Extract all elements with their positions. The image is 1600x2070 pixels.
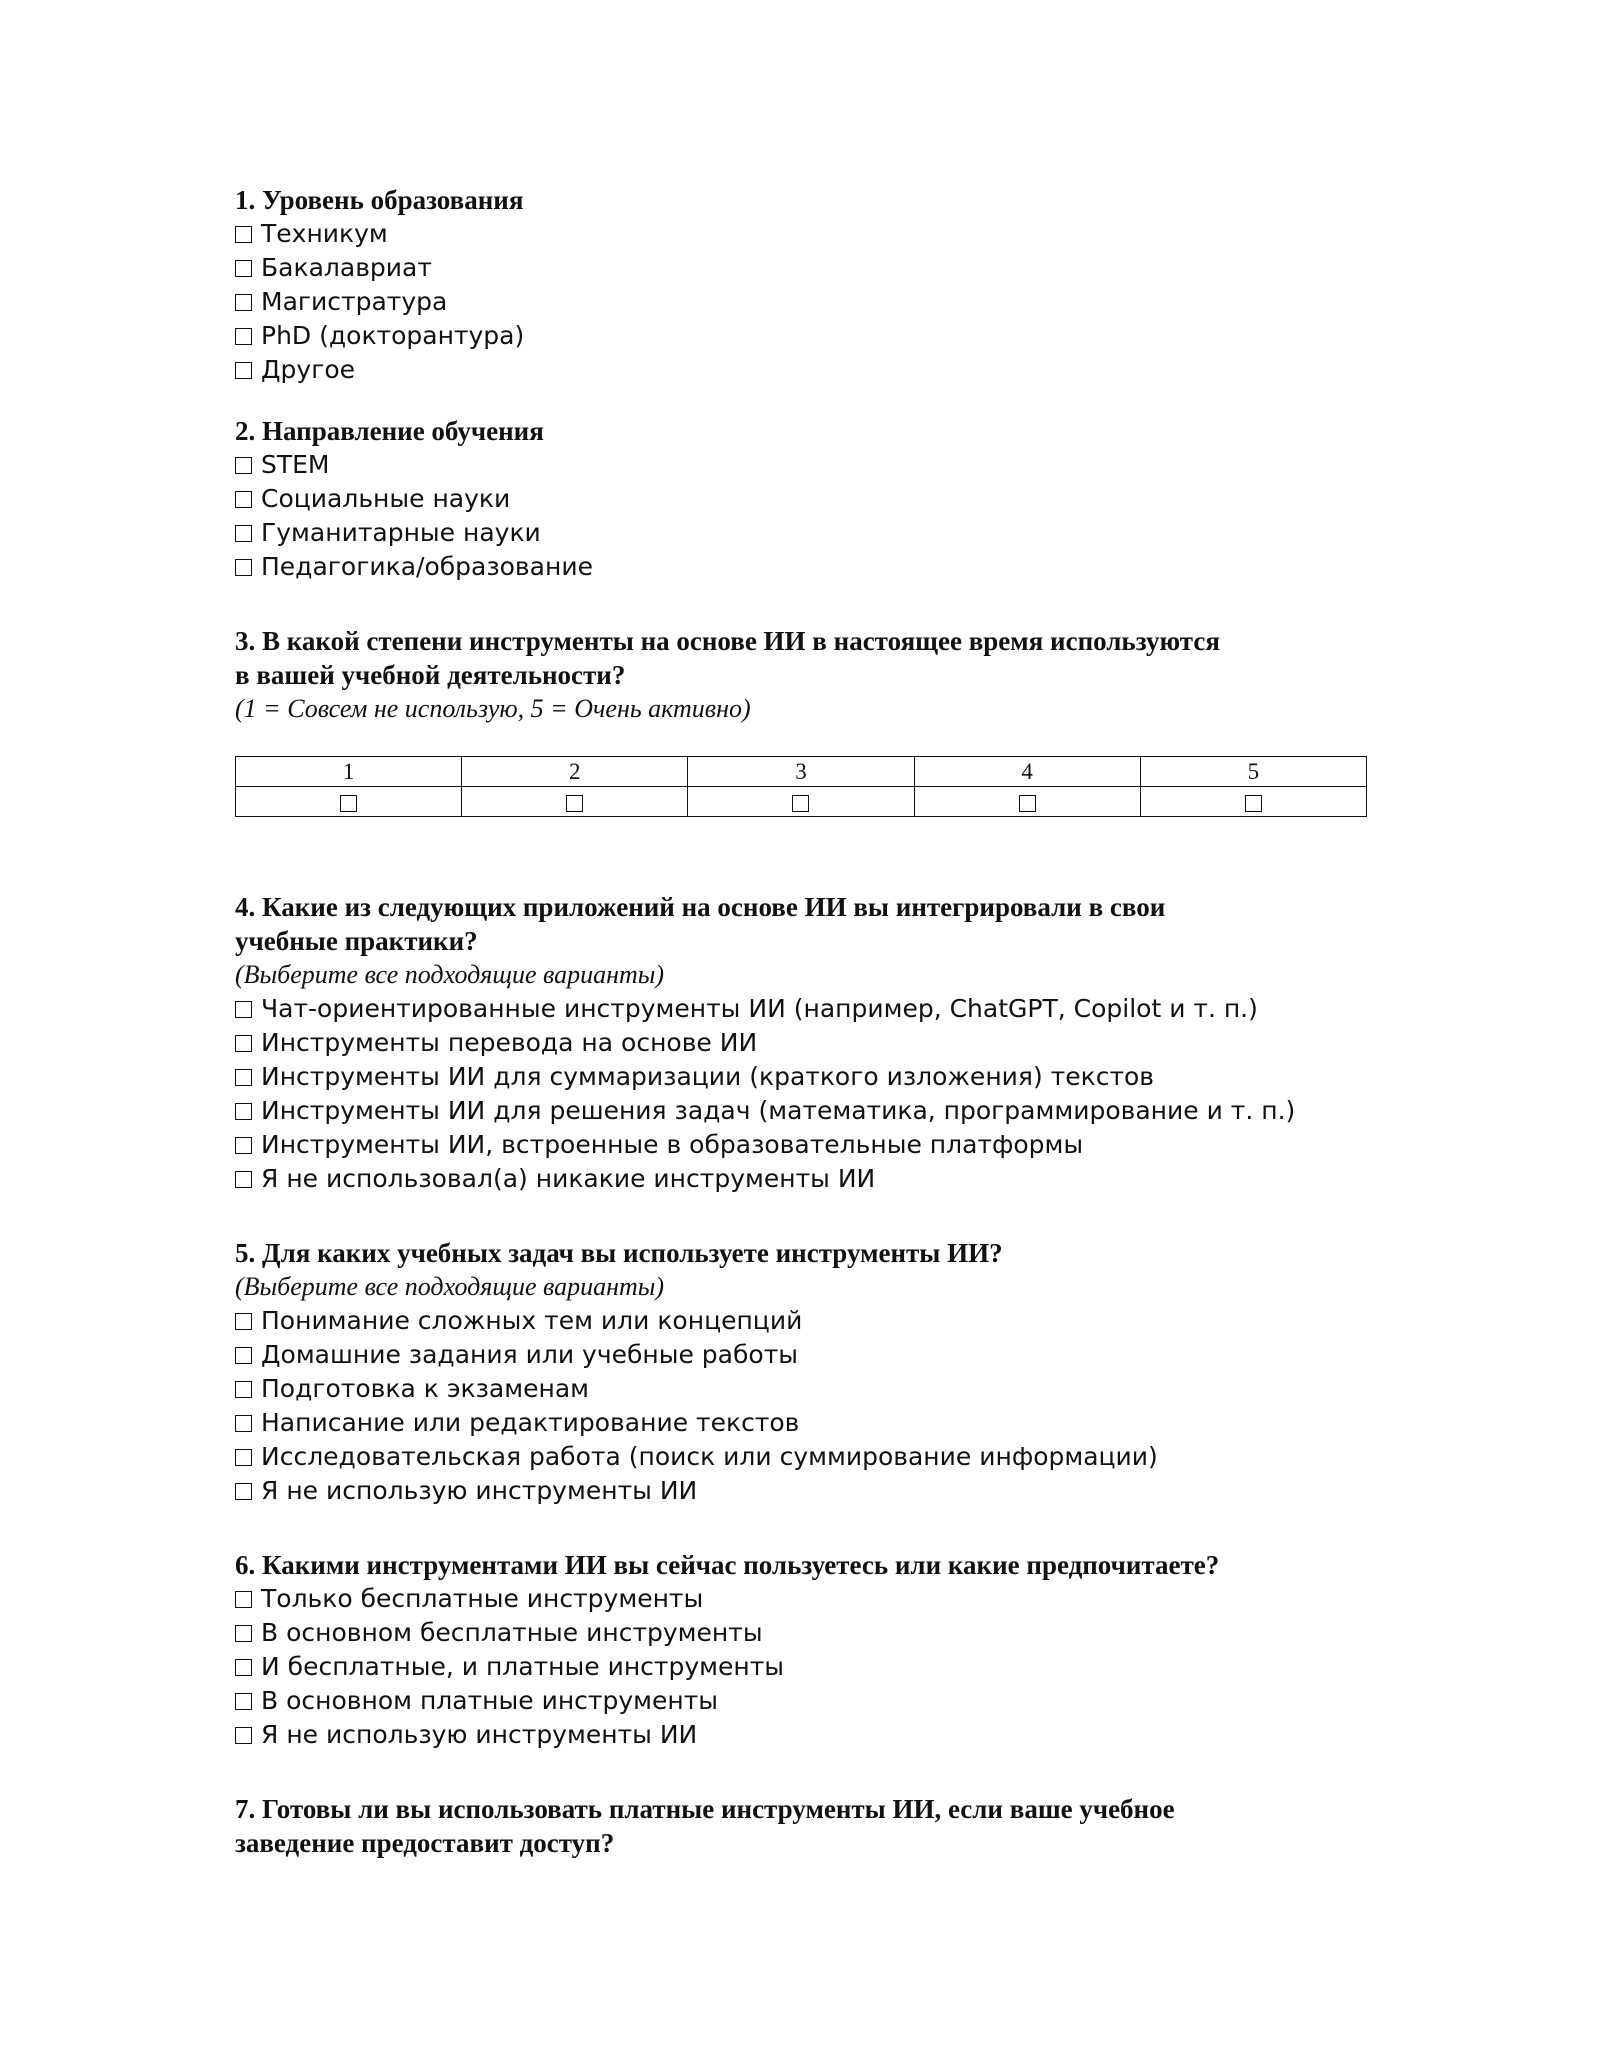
scale-cell[interactable] [914,787,1140,817]
option-checkbox[interactable] [235,482,1365,516]
option-label: Педагогика/образование [261,552,593,581]
question-3 [235,624,1365,817]
option-checkbox[interactable] [235,1094,1365,1128]
option-label: Чат-ориентированные инструменты ИИ (например, ChatGPT, Copilot и т. п.) [261,994,1258,1023]
checkbox-icon[interactable] [235,1659,252,1676]
survey-page [235,183,1365,1860]
checkbox-icon[interactable] [235,1137,252,1154]
question-7 [235,1792,1365,1860]
checkbox-icon[interactable] [235,1415,252,1432]
checkbox-icon[interactable] [235,1449,252,1466]
scale-cell[interactable] [462,787,688,817]
option-checkbox[interactable] [235,1440,1365,1474]
checkbox-icon[interactable] [235,1171,252,1188]
option-checkbox[interactable] [235,992,1365,1026]
scale-checkbox-row [236,787,1367,817]
option-checkbox[interactable] [235,1650,1365,1684]
scale-header-row [236,757,1367,787]
question-title: 5. Для каких учебных задач вы используете инструменты ИИ? [235,1238,1003,1268]
question-title: 2. Направление обучения [235,416,544,446]
question-hint: (Выберите все подходящие варианты) [235,1272,665,1301]
checkbox-icon[interactable] [235,1069,252,1086]
option-checkbox[interactable] [235,1128,1365,1162]
checkbox-icon[interactable] [235,1591,252,1608]
checkbox-icon[interactable] [235,1381,252,1398]
scale-label: 2 [462,757,688,787]
option-label: Понимание сложных тем или концепций [261,1306,803,1335]
checkbox-icon[interactable] [235,525,252,542]
option-checkbox[interactable] [235,353,1365,387]
option-label: Инструменты ИИ для суммаризации (краткого изложения) текстов [261,1062,1155,1091]
checkbox-icon[interactable] [235,226,252,243]
option-label: Инструменты ИИ, встроенные в образовательные платформы [261,1130,1084,1159]
option-checkbox[interactable] [235,1026,1365,1060]
checkbox-icon[interactable] [235,260,252,277]
checkbox-icon[interactable] [235,294,252,311]
question-hint: (1 = Совсем не использую, 5 = Очень активно) [235,694,751,723]
option-checkbox[interactable] [235,1372,1365,1406]
checkbox-icon[interactable] [235,1727,252,1744]
checkbox-icon[interactable] [235,1103,252,1120]
option-label: Я не использую инструменты ИИ [261,1476,698,1505]
scale-cell[interactable] [236,787,462,817]
option-checkbox[interactable] [235,1684,1365,1718]
question-6 [235,1548,1365,1752]
option-label: Написание или редактирование текстов [261,1408,800,1437]
option-checkbox[interactable] [235,319,1365,353]
question-2 [235,414,1365,584]
scale-cell[interactable] [1140,787,1366,817]
question-title: заведение предоставит доступ? [235,1828,615,1858]
checkbox-icon[interactable] [235,362,252,379]
question-title: 6. Какими инструментами ИИ вы сейчас пользуетесь или какие предпочитаете? [235,1550,1220,1580]
question-title: учебные практики? [235,926,478,956]
option-label: Другое [261,355,356,384]
option-checkbox[interactable] [235,1474,1365,1508]
option-checkbox[interactable] [235,1582,1365,1616]
scale-label: 1 [236,757,462,787]
checkbox-icon[interactable] [340,795,357,812]
option-label: Домашние задания или учебные работы [261,1340,798,1369]
option-label: Подготовка к экзаменам [261,1374,590,1403]
checkbox-icon[interactable] [1245,795,1262,812]
question-title: 7. Готовы ли вы использовать платные инструменты ИИ, если ваше учебное [235,1794,1175,1824]
option-checkbox[interactable] [235,285,1365,319]
checkbox-icon[interactable] [1019,795,1036,812]
option-label: Только бесплатные инструменты [261,1584,704,1613]
checkbox-icon[interactable] [235,1693,252,1710]
option-label: Инструменты ИИ для решения задач (математика, программирование и т. п.) [261,1096,1296,1125]
option-checkbox[interactable] [235,217,1365,251]
option-label: Магистратура [261,287,448,316]
checkbox-icon[interactable] [235,1483,252,1500]
checkbox-icon[interactable] [235,1313,252,1330]
option-label: Я не использовал(а) никакие инструменты ИИ [261,1164,876,1193]
option-checkbox[interactable] [235,516,1365,550]
option-label: STEM [261,450,330,479]
option-checkbox[interactable] [235,1060,1365,1094]
option-checkbox[interactable] [235,1718,1365,1752]
scale-label: 4 [914,757,1140,787]
checkbox-icon[interactable] [235,457,252,474]
question-hint: (Выберите все подходящие варианты) [235,960,665,989]
checkbox-icon[interactable] [235,1001,252,1018]
option-checkbox[interactable] [235,1616,1365,1650]
rating-scale-table [235,756,1367,817]
question-title: 4. Какие из следующих приложений на основе ИИ вы интегрировали в свои [235,892,1166,922]
option-label: В основном бесплатные инструменты [261,1618,763,1647]
option-checkbox[interactable] [235,550,1365,584]
question-title: 3. В какой степени инструменты на основе ИИ в настоящее время используются [235,626,1220,656]
option-checkbox[interactable] [235,1406,1365,1440]
option-label: PhD (докторантура) [261,321,525,350]
checkbox-icon[interactable] [235,1347,252,1364]
scale-cell[interactable] [688,787,914,817]
option-checkbox[interactable] [235,1304,1365,1338]
question-title: 1. Уровень образования [235,185,524,215]
question-5 [235,1236,1365,1508]
question-1 [235,183,1365,387]
option-checkbox[interactable] [235,1338,1365,1372]
checkbox-icon[interactable] [235,559,252,576]
option-checkbox[interactable] [235,448,1365,482]
question-4 [235,890,1365,1196]
checkbox-icon[interactable] [235,491,252,508]
checkbox-icon[interactable] [792,795,809,812]
option-label: Бакалавриат [261,253,432,282]
option-label: Гуманитарные науки [261,518,541,547]
question-title: в вашей учебной деятельности? [235,660,626,690]
checkbox-icon[interactable] [235,328,252,345]
option-label: Я не использую инструменты ИИ [261,1720,698,1749]
option-label: И бесплатные, и платные инструменты [261,1652,785,1681]
option-label: Техникум [261,219,388,248]
option-label: Инструменты перевода на основе ИИ [261,1028,758,1057]
option-label: Исследовательская работа (поиск или суммирование информации) [261,1442,1158,1471]
checkbox-icon[interactable] [566,795,583,812]
scale-label: 3 [688,757,914,787]
checkbox-icon[interactable] [235,1625,252,1642]
option-label: Социальные науки [261,484,511,513]
option-checkbox[interactable] [235,1162,1365,1196]
option-checkbox[interactable] [235,251,1365,285]
scale-label: 5 [1140,757,1366,787]
checkbox-icon[interactable] [235,1035,252,1052]
option-label: В основном платные инструменты [261,1686,719,1715]
